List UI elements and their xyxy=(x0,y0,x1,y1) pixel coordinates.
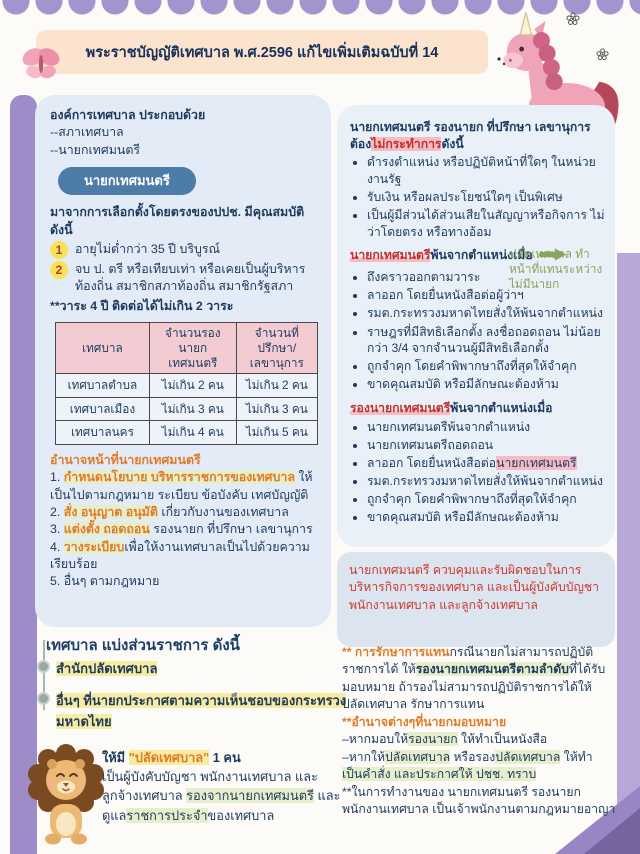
clerk-duty-text: และดูแล xyxy=(102,788,341,823)
table-cell: ไม่เกิน 4 คน xyxy=(149,421,236,445)
clerk-note-highlight: "ปลัดเทศบาล" xyxy=(128,750,210,765)
dot-doodle-icon xyxy=(496,56,506,66)
delegate-text: –หากมอบให้ xyxy=(342,732,409,747)
prohibition-intro-pre: ต้อง xyxy=(350,136,372,151)
powers-item-text: เพื่อให้งานเทศบาลเป็นไปด้วยความเรียบร้อย xyxy=(50,539,310,571)
delegate-highlight: ปลัดเทศบาล xyxy=(495,749,561,764)
delegate-item xyxy=(342,749,616,784)
powers-item-text: เกี่ยวกับงานของเทศบาล xyxy=(157,504,289,519)
mayor-leave-list xyxy=(350,269,525,304)
division-item xyxy=(56,690,374,732)
table-cell: ไม่เกิน 2 คน xyxy=(149,374,236,398)
officer-note: **ในการทำงานของ นายกเทศมนตรี รองนายก พนักงานเทศบาล เป็นเจ้าพนักงานตามกฎหมายอาญา xyxy=(342,784,616,816)
delegate-text: –หากให้ xyxy=(342,749,386,764)
org-item-mayor: --นายกเทศมนตรี xyxy=(50,142,141,157)
powers-item xyxy=(50,504,318,521)
item-number-badge: 2 xyxy=(50,261,68,279)
powers-heading: อำนาจหน้าที่นายกเทศมนตรี xyxy=(50,452,201,467)
prohibition-subjects: นายกเทศมนตรี รองนายก ที่ปรึกษา เลขานุการ xyxy=(350,120,591,134)
clerk-duty-text: ของเทศบาล xyxy=(207,807,275,823)
deputy-leave-heading xyxy=(350,400,605,417)
powers-item-number: 4. xyxy=(50,539,61,554)
division-item-text: สำนักปลัดเทศบาล xyxy=(56,661,158,676)
table-cell: ไม่เกิน 3 คน xyxy=(236,397,317,421)
leave-item: • นายกเทศมนตรีถอดถอน xyxy=(367,437,605,454)
qualification-text: จบ ป. ตรี หรือเทียบเท่า หรือเคยเป็นผู้บริหารท้องถิ่น สมาชิกสภาท้องถิ่น สมาชิกรัฐสภา xyxy=(75,261,306,294)
deputy-leave-section xyxy=(350,400,605,526)
right-accent-bar xyxy=(617,253,640,854)
acting-note-heading: ** การรักษาการแทน xyxy=(342,645,450,659)
mayor-leave-heading-rest: พ้นจากตำแหน่งเมื่อ xyxy=(430,248,533,263)
leave-item: • นายกเทศมนตรีพ้นจากตำแหน่ง xyxy=(367,419,605,436)
deputy-leave-heading-rest: พ้นจากตำแหน่งเมื่อ xyxy=(450,400,553,415)
powers-item xyxy=(50,521,318,538)
table-header-cell: จำนวนที่ ปรึกษา/ เลขานุการ xyxy=(236,323,317,374)
deputy-leave-heading-red: รองนายกเทศมนตรี xyxy=(350,400,451,415)
org-heading: องค์การเทศบาล ประกอบด้วย xyxy=(50,108,206,122)
powers-item-highlight: สั่ง อนุญาต อนุมัติ xyxy=(63,504,158,519)
leave-item: • ขาดคุณสมบัติ หรือมีลักษณะต้องห้าม xyxy=(367,509,605,526)
delegate-highlight: รองนายก xyxy=(408,732,458,747)
butterfly-icon xyxy=(20,44,62,86)
delegate-highlight: เป็นคำสั่ง และประกาศให้ ปชช. ทราบ xyxy=(342,767,537,782)
page-title: พระราชบัญญัติเทศบาล พ.ศ.2596 แก้ไขเพิ่มเติมฉบับที่ 14 xyxy=(85,44,439,61)
table-header-cell: จำนวนรอง นายกเทศมนตรี xyxy=(149,323,236,374)
delegate-text: ให้ทำเป็นหนังสือ xyxy=(457,732,548,747)
powers-item xyxy=(50,469,318,504)
delegate-item xyxy=(342,731,616,748)
leave-item: • ถึงคราวออกตามวาระ xyxy=(367,269,525,286)
powers-item-highlight: แต่งตั้ง ถอดถอน xyxy=(63,522,150,537)
powers-item xyxy=(50,573,318,590)
prohibition-list xyxy=(350,154,605,240)
qualification-text: อายุไม่ต่ำกว่า 35 ปี บริบูรณ์ xyxy=(75,241,220,256)
org-item-council: --สภาเทศบาล xyxy=(50,125,124,140)
prohibition-intro-highlight: ไม่กระทำการ xyxy=(371,136,442,151)
mayor-control-note: นายกเทศมนตรี ควบคุมและรับผิดชอบในการบริหารกิจการของเทศบาล และเป็นผู้บังคับบัญชา พนักงานเทศบาล และลูกจ้างเทศบาล xyxy=(349,563,600,612)
mayor-leave-heading-red: นายกเทศมนตรี xyxy=(350,248,431,263)
leave-item: • รมต.กระทรวงมหาดไทยสั่งให้พ้นจากตำแหน่ง xyxy=(367,473,605,490)
delegate-highlight: ปลัดเทศบาล xyxy=(385,749,451,764)
leave-item: • ขาดคุณสมบัติ หรือมีลักษณะต้องห้าม xyxy=(367,376,605,393)
prohibition-item: • ดำรงตำแหน่ง หรือปฏิบัติหน้าที่ใดๆ ในหน่วยงานรัฐ xyxy=(367,154,605,187)
delegate-heading: **อำนาจต่างๆที่นายกมอบหมาย xyxy=(342,714,507,729)
leave-item: • ถูกจำคุก โดยคำพิพากษาถึงที่สุดให้จำคุก xyxy=(367,491,605,508)
leave-item: • ลาออก โดยยื่นหนังสือต่อผู้ว่าฯ xyxy=(367,287,525,304)
acting-note-text: กรณีนายกไม่สามารถปฏิบัติราชการได้ ให้ xyxy=(342,645,594,677)
qualification-item xyxy=(50,241,318,259)
clerk-note xyxy=(102,748,342,825)
powers-item-number: 5. xyxy=(50,574,61,589)
table-header-cell: เทศบาล xyxy=(56,323,150,374)
flower-doodle-icon xyxy=(596,48,609,61)
powers-item-text: ให้เป็นไปตามกฎหมาย ระเบียบ ข้อบังคับ เทศบัญญัติ xyxy=(50,470,313,502)
clerk-note-post: 1 คน xyxy=(209,750,241,765)
leave-item: • ราษฎรที่มีสิทธิเลือกตั้ง ลงชื่อถอดถอน ไม่น้อยกว่า 3/4 จากจำนวนผู้มีสิทธิเลือกตั้ง xyxy=(367,324,605,357)
powers-item-text: อื่นๆ ตามกฎหมาย xyxy=(63,574,160,589)
acting-note-highlight: รองนายกเทศมนตรีตามลำดับ xyxy=(415,662,569,677)
clerk-note-line2 xyxy=(102,767,342,825)
mayor-control-card xyxy=(337,552,615,647)
right-note-card xyxy=(337,105,615,547)
prohibition-intro-post: ดังนี้ xyxy=(441,136,464,151)
clerk-note-line1 xyxy=(102,748,342,767)
leave-item xyxy=(367,455,605,472)
table-cell: ไม่เกิน 5 คน xyxy=(236,421,317,445)
table-cell: เทศบาลเมือง xyxy=(56,397,150,421)
flower-doodle-icon xyxy=(566,12,580,26)
table-cell: ไม่เกิน 2 คน xyxy=(236,374,317,398)
division-item-text: อื่นๆ ที่นายกประกาศตามความเห็นชอบของกระทรวงมหาดไทย xyxy=(56,693,347,729)
acting-note-text: ที่ได้รับมอบหมาย ถ้ารองไม่สามารถปฏิบัติราชการได้ให้ ปลัดเทศบาล รักษาการแทน xyxy=(342,662,606,712)
powers-item-highlight: วางระเบียบ xyxy=(63,539,125,554)
qualification-intro: มาจากการเลือกตั้งโดยตรงของปปช. มีคุณสมบัติดังนี้ xyxy=(50,205,305,237)
table-row xyxy=(56,374,318,398)
table-cell: เทศบาลนคร xyxy=(56,421,150,445)
timeline-dot xyxy=(37,660,50,673)
qualification-item xyxy=(50,261,318,296)
resign-item-highlight: นายกเทศมนตรี xyxy=(496,455,577,470)
acting-note xyxy=(342,644,616,714)
item-number-badge: 1 xyxy=(50,241,68,259)
left-note-card xyxy=(35,95,331,627)
table-cell: เทศบาลตำบล xyxy=(56,374,150,398)
mayor-leave-list-cont xyxy=(350,305,605,392)
title-banner xyxy=(36,30,488,74)
clerk-duty-text: เป็นผู้บังคับบัญชา พนักงานเทศบาล และลูกจ้างเทศบาล xyxy=(102,769,318,804)
acting-clerk-note: ปลัดเทศบาล ทำหน้าที่แทนระหว่างไม่มีนายก xyxy=(509,247,603,292)
timeline-dot xyxy=(37,692,50,705)
division-heading: เทศบาล แบ่งส่วนราชการ ดังนี้ xyxy=(46,637,240,654)
term-note: **วาระ 4 ปี ติดต่อได้ไม่เกิน 2 วาระ xyxy=(50,298,234,313)
deputy-leave-list xyxy=(350,419,605,526)
leave-item: • รมต.กระทรวงมหาดไทยสั่งให้พ้นจากตำแหน่ง xyxy=(367,305,605,322)
clerk-duty-highlight: รองจากนายกเทศมนตรี xyxy=(186,788,314,804)
table-cell: ไม่เกิน 3 คน xyxy=(149,397,236,421)
lion-icon xyxy=(24,740,110,850)
prohibition-item: • รับเงิน หรือผลประโยชน์ใดๆ เป็นพิเศษ xyxy=(367,189,605,206)
powers-item-text: รองนายก ที่ปรึกษา เลขานุการ xyxy=(149,522,313,537)
clerk-note-pre: ให้มี xyxy=(102,750,129,765)
clerk-duty-highlight: ราชการประจำ xyxy=(126,807,208,823)
prohibition-intro xyxy=(350,136,605,153)
leave-item: • ถูกจำคุก โดยคำพิพากษาถึงที่สุดให้จำคุก xyxy=(367,358,605,375)
powers-item-number: 1. xyxy=(50,470,61,485)
table-header-row xyxy=(56,323,318,374)
mayor-pill: นายกเทศมนตรี xyxy=(58,167,196,195)
delegate-text: ให้ทำ xyxy=(560,749,593,764)
powers-item xyxy=(50,539,318,574)
powers-item-number: 3. xyxy=(50,522,61,537)
resign-item-pre: ลาออก โดยยื่นหนังสือต่อ xyxy=(367,455,497,470)
bottom-notes xyxy=(342,644,616,818)
delegate-text: หรือรอง xyxy=(450,749,496,764)
table-row xyxy=(56,397,318,421)
table-row xyxy=(56,421,318,445)
powers-item-number: 2. xyxy=(50,504,61,519)
mayor-leave-section xyxy=(350,247,605,393)
division-item xyxy=(56,658,157,679)
powers-item-highlight: กำหนดนโยบาย บริหารราชการของเทศบาล xyxy=(63,470,295,485)
deputies-table xyxy=(55,322,318,445)
prohibition-item: • เป็นผู้มีส่วนได้ส่วนเสียในสัญญาหรือกิจการ ไม่ว่าโดยตรง หรือทางอ้อม xyxy=(367,207,605,240)
